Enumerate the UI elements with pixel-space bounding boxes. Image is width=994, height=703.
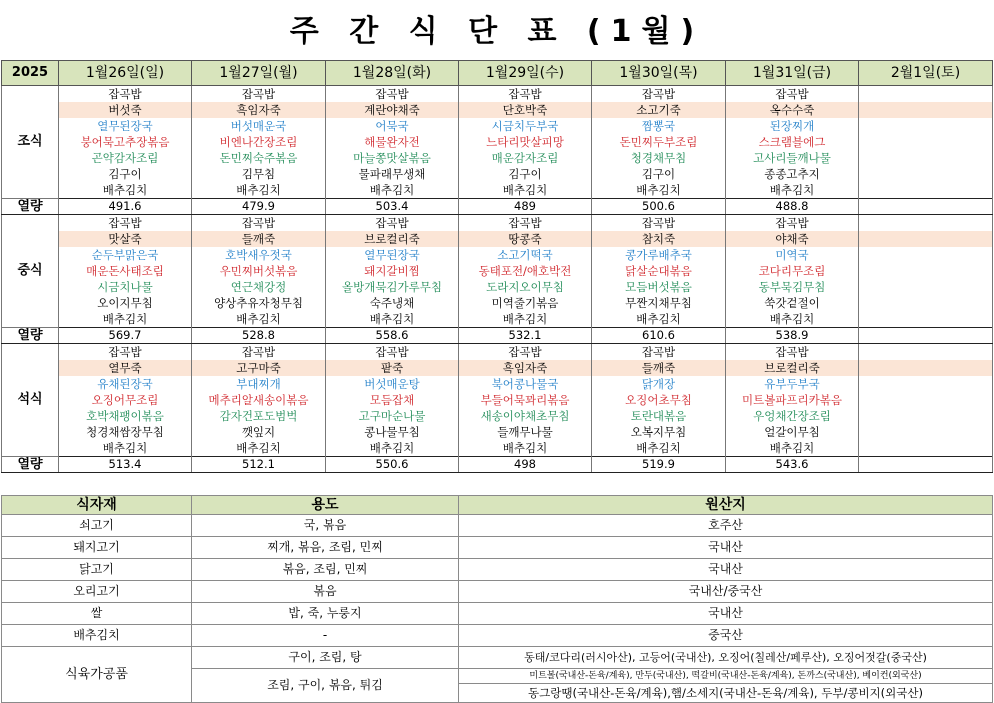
processed-item: 식육가공품 [2, 647, 192, 703]
meal-label: 석식 [2, 344, 59, 457]
menu-row [2, 344, 993, 361]
menu-item: 열무된장국 [59, 118, 192, 134]
day-header: 1월30일(목) [592, 61, 726, 86]
menu-item: 배추김치 [726, 182, 859, 199]
menu-item: 잡곡밥 [59, 86, 192, 103]
menu-item: 옥수수죽 [726, 102, 859, 118]
ingredient-name: 닭고기 [2, 559, 192, 581]
calorie-value: 489 [459, 199, 592, 215]
menu-item: 미역줄기볶음 [459, 295, 592, 311]
menu-item: 오징어초무침 [592, 392, 726, 408]
menu-item: 잡곡밥 [726, 215, 859, 232]
menu-item: 잡곡밥 [326, 344, 459, 361]
menu-item: 팥죽 [326, 360, 459, 376]
calorie-value: 532.1 [459, 328, 592, 344]
menu-item [859, 424, 993, 440]
menu-item: 버섯죽 [59, 102, 192, 118]
menu-row [2, 118, 993, 134]
menu-item: 소고기죽 [592, 102, 726, 118]
menu-item: 열무죽 [59, 360, 192, 376]
processed-origin: 미트볼(국내산-돈육/계육), 만두(국내산), 떡갈비(국내산-돈육/계육), 돈까스(국내산), 베이컨(외국산) [459, 669, 993, 684]
menu-item: 김무침 [192, 166, 326, 182]
menu-item: 잡곡밥 [459, 344, 592, 361]
menu-item: 북어콩나물국 [459, 376, 592, 392]
ingredient-name: 배추김치 [2, 625, 192, 647]
menu-item: 잡곡밥 [59, 215, 192, 232]
menu-item: 배추김치 [459, 440, 592, 457]
calorie-value: 500.6 [592, 199, 726, 215]
menu-item [859, 215, 993, 232]
menu-row [2, 376, 993, 392]
origin-row [2, 537, 993, 559]
menu-item: 브로컬리죽 [326, 231, 459, 247]
menu-item: 배추김치 [726, 311, 859, 328]
menu-item: 흑임자죽 [192, 102, 326, 118]
menu-item: 청경채쌈장무침 [59, 424, 192, 440]
menu-item [859, 182, 993, 199]
menu-item: 쑥갓겉절이 [726, 295, 859, 311]
menu-item: 돼지갈비찜 [326, 263, 459, 279]
calorie-value [859, 457, 993, 473]
menu-item: 브로컬리죽 [726, 360, 859, 376]
menu-item [859, 150, 993, 166]
menu-item: 우엉채간장조림 [726, 408, 859, 424]
menu-item: 계란야채죽 [326, 102, 459, 118]
menu-item: 동부묵김무침 [726, 279, 859, 295]
ingredient-use: 볶음, 조림, 민찌 [192, 559, 459, 581]
menu-row [2, 295, 993, 311]
ingredient-origin: 호주산 [459, 515, 993, 537]
menu-row [2, 311, 993, 328]
menu-row [2, 102, 993, 118]
menu-item [859, 344, 993, 361]
day-header: 1월27일(월) [192, 61, 326, 86]
menu-item: 순두부맑은국 [59, 247, 192, 263]
calorie-value: 519.9 [592, 457, 726, 473]
menu-item: 도라지오이무침 [459, 279, 592, 295]
menu-item: 청경채무침 [592, 150, 726, 166]
menu-item: 배추김치 [192, 440, 326, 457]
menu-item: 잡곡밥 [726, 86, 859, 103]
ingredient-name: 오리고기 [2, 581, 192, 603]
ingredient-origin: 국내산 [459, 559, 993, 581]
menu-item: 맛살죽 [59, 231, 192, 247]
menu-row [2, 166, 993, 182]
calorie-value: 550.6 [326, 457, 459, 473]
menu-row [2, 263, 993, 279]
menu-item: 콩가루배추국 [592, 247, 726, 263]
origin-row [2, 515, 993, 537]
menu-item: 잡곡밥 [592, 86, 726, 103]
menu-item [859, 166, 993, 182]
menu-item: 짬뽕국 [592, 118, 726, 134]
calorie-value: 512.1 [192, 457, 326, 473]
menu-item [859, 295, 993, 311]
menu-row [2, 134, 993, 150]
ingredient-use: - [192, 625, 459, 647]
menu-item: 메추리알새송이볶음 [192, 392, 326, 408]
menu-item: 잡곡밥 [192, 86, 326, 103]
menu-item [859, 311, 993, 328]
processed-origin: 동태/코다리(러시아산), 고등어(국내산), 오징어(칠레산/페루산), 오징어젓갈(중국산) [459, 647, 993, 669]
menu-item: 참치죽 [592, 231, 726, 247]
menu-item: 들깨죽 [592, 360, 726, 376]
menu-item: 시금치두부국 [459, 118, 592, 134]
menu-item: 고구마순나물 [326, 408, 459, 424]
menu-item: 동태포전/애호박전 [459, 263, 592, 279]
menu-item: 감자건포도범벅 [192, 408, 326, 424]
menu-item: 비엔나간장조림 [192, 134, 326, 150]
menu-item: 깻잎지 [192, 424, 326, 440]
calorie-label: 열량 [2, 199, 59, 215]
calorie-value: 528.8 [192, 328, 326, 344]
menu-item: 배추김치 [326, 311, 459, 328]
calorie-value: 513.4 [59, 457, 192, 473]
menu-item: 부들어묵꽈리볶음 [459, 392, 592, 408]
ingredient-use: 볶음 [192, 581, 459, 603]
menu-item: 닭살순대볶음 [592, 263, 726, 279]
meal-label: 조식 [2, 86, 59, 199]
calorie-value: 569.7 [59, 328, 192, 344]
menu-row [2, 279, 993, 295]
menu-item: 호박새우젓국 [192, 247, 326, 263]
ingredient-origin: 중국산 [459, 625, 993, 647]
menu-item: 유부두부국 [726, 376, 859, 392]
menu-item: 고사리들깨나물 [726, 150, 859, 166]
menu-item: 양상추유자청무침 [192, 295, 326, 311]
menu-item: 배추김치 [592, 311, 726, 328]
weekly-menu-table [1, 60, 993, 473]
menu-item: 콩나물무침 [326, 424, 459, 440]
menu-item: 배추김치 [326, 182, 459, 199]
menu-item: 버섯매운국 [192, 118, 326, 134]
calorie-value: 491.6 [59, 199, 192, 215]
menu-item: 배추김치 [192, 311, 326, 328]
day-header: 1월29일(수) [459, 61, 592, 86]
menu-item: 김구이 [592, 166, 726, 182]
menu-item: 잡곡밥 [192, 215, 326, 232]
calorie-value: 479.9 [192, 199, 326, 215]
menu-item: 잡곡밥 [459, 215, 592, 232]
origin-row [2, 625, 993, 647]
menu-row [2, 424, 993, 440]
menu-item: 해물완자전 [326, 134, 459, 150]
menu-item: 얼갈이무침 [726, 424, 859, 440]
menu-item [859, 263, 993, 279]
menu-item [859, 247, 993, 263]
menu-item: 배추김치 [326, 440, 459, 457]
menu-item: 시금치나물 [59, 279, 192, 295]
menu-item: 땅콩죽 [459, 231, 592, 247]
menu-item: 잡곡밥 [326, 86, 459, 103]
menu-item: 연근채강정 [192, 279, 326, 295]
day-header: 1월31일(금) [726, 61, 859, 86]
menu-item: 잡곡밥 [592, 344, 726, 361]
menu-item: 종종고추지 [726, 166, 859, 182]
menu-item: 배추김치 [59, 311, 192, 328]
origin-header: 용도 [192, 496, 459, 515]
origin-header: 원산지 [459, 496, 993, 515]
menu-row [2, 247, 993, 263]
menu-item: 잡곡밥 [326, 215, 459, 232]
menu-item: 배추김치 [592, 182, 726, 199]
ingredient-origin: 국내산 [459, 537, 993, 559]
menu-item: 잡곡밥 [192, 344, 326, 361]
menu-item: 새송이야채초무침 [459, 408, 592, 424]
processed-origin: 동그랑땡(국내산-돈육/계육),햄/소세지(국내산-돈육/계육), 두부/콩비지(외국산) [459, 684, 993, 703]
menu-item: 무짠지채무침 [592, 295, 726, 311]
origin-table [1, 495, 993, 703]
menu-item: 배추김치 [59, 182, 192, 199]
calorie-value: 543.6 [726, 457, 859, 473]
menu-item: 유채된장국 [59, 376, 192, 392]
meal-label: 중식 [2, 215, 59, 328]
origin-row [2, 581, 993, 603]
menu-item [859, 376, 993, 392]
menu-item: 고구마죽 [192, 360, 326, 376]
menu-row [2, 150, 993, 166]
menu-item: 스크램블에그 [726, 134, 859, 150]
menu-item: 배추김치 [592, 440, 726, 457]
menu-item: 호박채팽이볶음 [59, 408, 192, 424]
menu-item: 미트볼파프리카볶음 [726, 392, 859, 408]
day-header: 2월1일(토) [859, 61, 993, 86]
menu-item: 잡곡밥 [592, 215, 726, 232]
menu-item: 닭개장 [592, 376, 726, 392]
menu-row [2, 215, 993, 232]
menu-row [2, 392, 993, 408]
menu-row [2, 86, 993, 103]
ingredient-name: 쇠고기 [2, 515, 192, 537]
menu-item: 배추김치 [59, 440, 192, 457]
menu-item [859, 360, 993, 376]
menu-row [2, 440, 993, 457]
menu-item [859, 134, 993, 150]
day-header: 1월26일(일) [59, 61, 192, 86]
menu-item: 흑임자죽 [459, 360, 592, 376]
menu-item: 오징어무조림 [59, 392, 192, 408]
menu-item: 숙주냉채 [326, 295, 459, 311]
menu-item [859, 86, 993, 103]
menu-item: 버섯매운탕 [326, 376, 459, 392]
menu-item: 배추김치 [726, 440, 859, 457]
calorie-value: 503.4 [326, 199, 459, 215]
menu-item: 배추김치 [192, 182, 326, 199]
menu-item: 우민찌버섯볶음 [192, 263, 326, 279]
menu-item: 배추김치 [459, 182, 592, 199]
calorie-value: 488.8 [726, 199, 859, 215]
menu-item: 모듬버섯볶음 [592, 279, 726, 295]
menu-item: 부대찌개 [192, 376, 326, 392]
menu-item: 느타리맛살피망 [459, 134, 592, 150]
menu-item: 코다리무조림 [726, 263, 859, 279]
ingredient-name: 쌀 [2, 603, 192, 625]
ingredient-use: 찌개, 볶음, 조림, 민찌 [192, 537, 459, 559]
menu-item: 소고기떡국 [459, 247, 592, 263]
processed-use: 구이, 조림, 탕 [192, 647, 459, 669]
ingredient-use: 국, 볶음 [192, 515, 459, 537]
day-header: 1월28일(화) [326, 61, 459, 86]
menu-item: 오복지무침 [592, 424, 726, 440]
menu-item [859, 102, 993, 118]
menu-item: 잡곡밥 [59, 344, 192, 361]
menu-item: 매운돈사태조림 [59, 263, 192, 279]
menu-row [2, 182, 993, 199]
menu-item [859, 392, 993, 408]
menu-item: 오이지무침 [59, 295, 192, 311]
menu-item: 붕어묵고추장볶음 [59, 134, 192, 150]
menu-item: 들깨죽 [192, 231, 326, 247]
calorie-value: 558.6 [326, 328, 459, 344]
calorie-value: 610.6 [592, 328, 726, 344]
calorie-value [859, 199, 993, 215]
menu-item: 된장찌개 [726, 118, 859, 134]
menu-item: 토란대볶음 [592, 408, 726, 424]
calorie-value [859, 328, 993, 344]
menu-item: 잡곡밥 [726, 344, 859, 361]
menu-item: 김구이 [59, 166, 192, 182]
calorie-value: 538.9 [726, 328, 859, 344]
menu-item: 돈민찌숙주볶음 [192, 150, 326, 166]
menu-item: 배추김치 [459, 311, 592, 328]
menu-item: 단호박죽 [459, 102, 592, 118]
ingredient-use: 밥, 죽, 누룽지 [192, 603, 459, 625]
menu-item: 모듬잡채 [326, 392, 459, 408]
menu-item: 잡곡밥 [459, 86, 592, 103]
processed-use: 조림, 구이, 볶음, 튀김 [192, 669, 459, 703]
year-cell: 2025 [2, 61, 59, 86]
calorie-value: 498 [459, 457, 592, 473]
menu-row [2, 231, 993, 247]
menu-item [859, 408, 993, 424]
menu-item [859, 231, 993, 247]
menu-item: 돈민찌두부조림 [592, 134, 726, 150]
ingredient-origin: 국내산/중국산 [459, 581, 993, 603]
page-title: 주 간 식 단 표 (1월) [289, 14, 705, 49]
origin-row [2, 559, 993, 581]
menu-item: 열무된장국 [326, 247, 459, 263]
menu-item [859, 440, 993, 457]
menu-item: 곤약감자조림 [59, 150, 192, 166]
calorie-label: 열량 [2, 457, 59, 473]
menu-item: 김구이 [459, 166, 592, 182]
menu-item: 마늘쫑맛살볶음 [326, 150, 459, 166]
menu-item: 매운감자조림 [459, 150, 592, 166]
menu-item: 어묵국 [326, 118, 459, 134]
menu-item: 미역국 [726, 247, 859, 263]
menu-row [2, 408, 993, 424]
calorie-label: 열량 [2, 328, 59, 344]
menu-row [2, 360, 993, 376]
menu-item: 물파래무생채 [326, 166, 459, 182]
origin-row [2, 603, 993, 625]
origin-header: 식자재 [2, 496, 192, 515]
menu-item [859, 279, 993, 295]
menu-item: 올방개묵김가루무침 [326, 279, 459, 295]
ingredient-name: 돼지고기 [2, 537, 192, 559]
menu-item: 들깨무나물 [459, 424, 592, 440]
menu-item [859, 118, 993, 134]
ingredient-origin: 국내산 [459, 603, 993, 625]
menu-item: 야채죽 [726, 231, 859, 247]
